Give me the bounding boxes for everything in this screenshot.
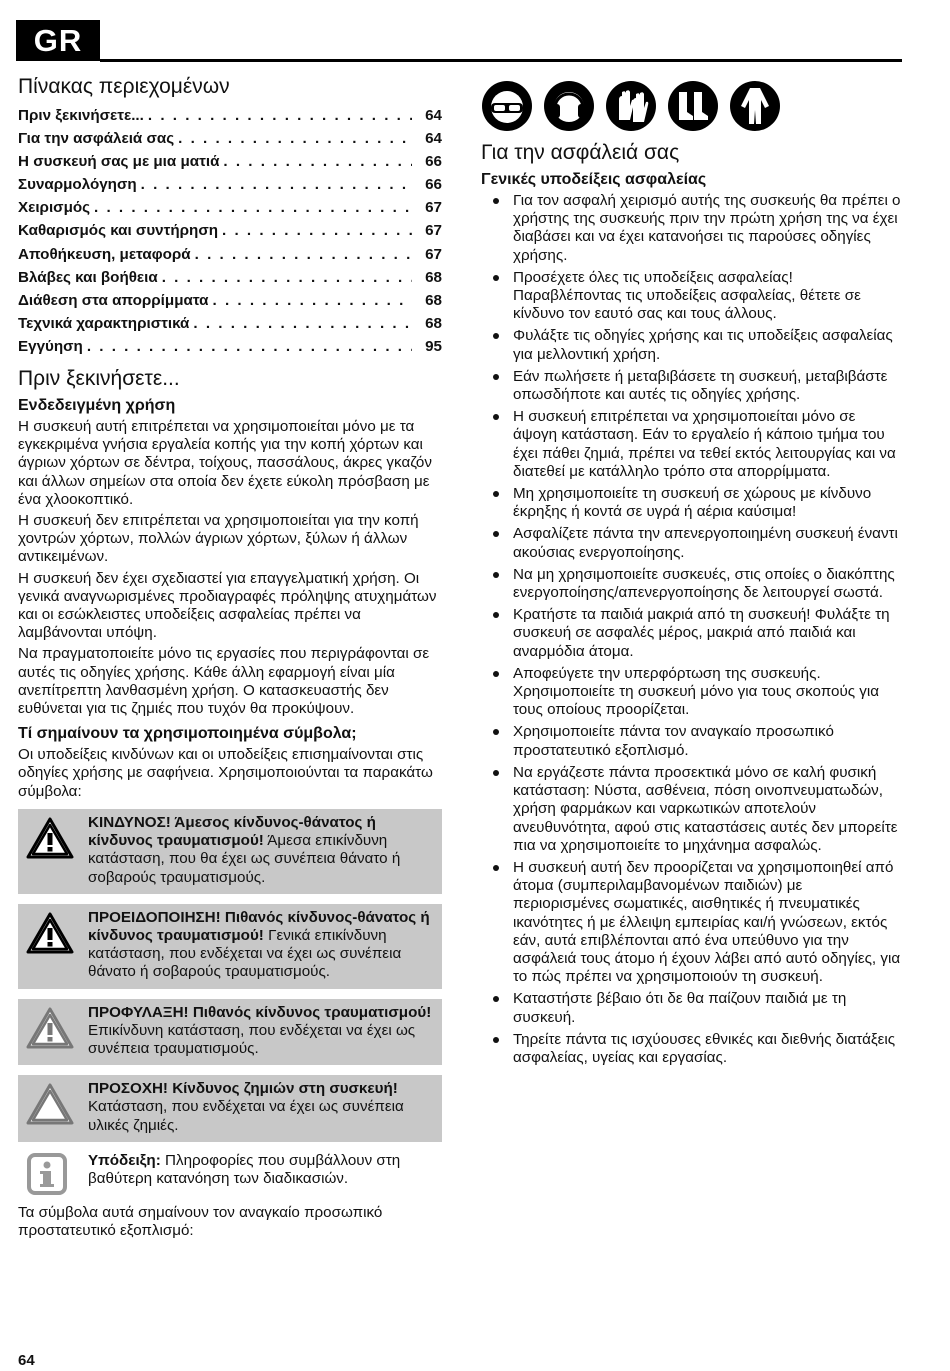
hint-heading: Υπόδειξη: — [88, 1151, 161, 1169]
page-number: 64 — [18, 1352, 35, 1369]
symbols-intro: Οι υποδείξεις κινδύνων και οι υποδείξεις επισημαίνονται στις οδηγίες χρήσης με σαφήνεια. Χρησιμοποιούνται τα παρακάτω σύμβολα: — [18, 746, 433, 800]
list-item: Εάν πωλήσετε ή μεταβιβάσετε τη συσκευή, μεταβιβάστε οπωσδήποτε και αυτές τις οδηγίες χρήσης. — [481, 368, 901, 404]
ppe-note: Τα σύμβολα αυτά σημαίνουν τον αναγκαίο προσωπικό προστατευτικό εξοπλισμό: — [18, 1203, 383, 1239]
toc-page: 68 — [425, 291, 442, 309]
notice-heading: ΠΡΟΣΟΧΗ! Κίνδυνος ζημιών στη συσκευή! — [88, 1080, 398, 1098]
list-item: Η συσκευή επιτρέπεται να χρησιμοποιείται μόνο σε άψογη κατάσταση. Εάν το εργαλείο ή κάποιο τμήμα του έχει πάθει ζημιά, πρέπει να τεθεί εκτός λειτουργίας και να διατεθεί με κατάλληλο τρόπο στα απορρίμματα. — [481, 408, 901, 481]
toc-item[interactable] — [18, 335, 442, 358]
notice-text: Κατάσταση, που ενδέχεται να έχει ως συνέπεια υλικές ζημιές. — [88, 1098, 404, 1134]
toc-label: Καθαρισμός και συντήρηση — [18, 222, 219, 240]
toc-page: 95 — [425, 337, 442, 355]
toc-page: 64 — [425, 130, 442, 148]
safety-goggles-icon — [481, 80, 533, 132]
left-column — [18, 74, 442, 1243]
intended-use-paragraph: Η συσκευή αυτή επιτρέπεται να χρησιμοποιείται μόνο με τα εγκεκριμένα γνήσια εργαλεία κοπής για την κοπή χόρτων και άγριων χόρτων σε δέντρα, τοίχους, πασσάλους, άκρες γκαζόν και άλλων σημείων στα οποία δεν έχετε εύκολη πρόσβαση με ένα χλοοκοπτικό. — [18, 418, 432, 508]
toc-item[interactable] — [18, 196, 442, 219]
toc-leader — [144, 104, 412, 127]
list-item: Να μη χρησιμοποιείτε συσκευές, στις οποίες ο διακόπτης ενεργοποίησης/απενεργοποίησης δε λειτουργεί σωστά. — [481, 566, 901, 602]
toc-label: Διάθεση στα απορρίμματα — [18, 291, 209, 309]
toc-page: 68 — [425, 268, 442, 286]
intended-use-title: Ενδεδειγμένη χρήση — [18, 397, 176, 415]
list-item: Μη χρησιμοποιείτε τη συσκευή σε χώρους με κίνδυνο έκρηξης ή κοντά σε υγρά ή αέρια καύσιμα! — [481, 485, 901, 521]
list-item: Χρησιμοποιείτε πάντα τον αναγκαίο προσωπικό προστατευτικό εξοπλισμό. — [481, 723, 901, 759]
toc-label: Βλάβες και βοήθεια — [18, 268, 158, 286]
toc-item[interactable] — [18, 150, 442, 173]
info-icon — [26, 1152, 68, 1196]
safety-title: Για την ασφάλειά σας — [481, 141, 680, 164]
toc-leader — [137, 173, 412, 196]
safety-bullets — [481, 192, 901, 1067]
protective-clothing-icon — [729, 80, 781, 132]
toc-page: 66 — [425, 176, 442, 194]
toc-title: Πίνακας περιεχομένων — [18, 75, 230, 98]
top-rule — [100, 59, 902, 62]
toc-leader — [83, 335, 412, 358]
toc-item[interactable] — [18, 243, 442, 266]
language-tab: GR — [16, 20, 100, 61]
toc-leader — [191, 243, 412, 266]
toc-label: Για την ασφάλειά σας — [18, 130, 175, 148]
notice-heading: ΠΡΟΕΙΔΟΠΟΙΗΣΗ! Πιθανός κίνδυνος-θάνατος ή κίνδυνος τραυματισμού! — [88, 908, 430, 944]
notice-text: Άμεσα επικίνδυνη κατάσταση, που θα έχει ως συνέπεια θάνατο ή σοβαρούς τραυματισμούς. — [88, 832, 401, 886]
list-item: Για τον ασφαλή χειρισμό αυτής της συσκευής θα πρέπει ο χρήστης της συσκευής πριν την πρώτη χρήση της να έχει διαβάσει και να έχει κατανοήσει τις παρούσες οδηγίες χρήσης. — [481, 192, 901, 265]
right-column — [481, 80, 901, 1071]
toc-leader — [174, 127, 412, 150]
general-safety-title: Γενικές υποδείξεις ασφαλείας — [481, 171, 707, 188]
gloves-icon — [605, 80, 657, 132]
toc-page: 67 — [425, 199, 442, 217]
toc-item[interactable] — [18, 219, 442, 242]
toc-page: 66 — [425, 153, 442, 171]
list-item: Τηρείτε πάντα τις ισχύουσες εθνικές και διεθνής διατάξεις ασφαλείας, υγείας και εργασίας. — [481, 1031, 901, 1067]
danger-warning-icon — [26, 817, 74, 859]
danger-notice — [18, 809, 442, 894]
list-item: Προσέχετε όλες τις υποδείξεις ασφαλείας! Παραβλέποντας τις υποδείξεις ασφαλείας, θέτετε σε κίνδυνο τον εαυτό σας και τους άλλους. — [481, 269, 901, 324]
toc-leader — [219, 150, 412, 173]
notice-heading: ΠΡΟΦΥΛΑΞΗ! Πιθανός κίνδυνος τραυματισμού! — [88, 1003, 432, 1021]
ear-protection-icon — [543, 80, 595, 132]
toc-leader — [209, 289, 412, 312]
toc-page: 67 — [425, 245, 442, 263]
list-item: Καταστήστε βέβαιο ότι δε θα παίζουν παιδιά με τη συσκευή. — [481, 990, 901, 1026]
list-item: Κρατήστε τα παιδιά μακριά από τη συσκευή! Φυλάξτε τη συσκευή σε ασφαλές μέρος, μακριά από παιδιά και αναρμόδια άτομα. — [481, 606, 901, 661]
toc-page: 67 — [425, 222, 442, 240]
notice-text: Επικίνδυνη κατάσταση, που ενδέχεται να έχει ως συνέπεια τραυματισμούς. — [88, 1021, 416, 1057]
symbols-title: Τί σημαίνουν τα χρησιμοποιημένα σύμβολα; — [18, 725, 357, 743]
list-item: Αποφεύγετε την υπερφόρτωση της συσκευής. Χρησιμοποιείτε τη συσκευή μόνο για τους σκοπούς για τους οποίους προορίζεται. — [481, 665, 901, 720]
toc-label: Η συσκευή σας με μια ματιά — [18, 153, 220, 171]
toc-list — [18, 104, 442, 358]
list-item: Να εργάζεστε πάντα προσεκτικά μόνο σε καλή φυσική κατάσταση: Νύστα, ασθένεια, πόση οινοπνευματωδών, χρήση φαρμάκων και ναρκωτικών αποτελούν ανευθυνότητα, αφού στις καταστάσεις αυτές δεν μπορείτε πια να χρησιμοποιείτε το μηχάνημα ασφαλώς. — [481, 764, 901, 855]
attention-notice — [18, 1075, 442, 1142]
caution-notice — [18, 999, 442, 1066]
toc-page: 68 — [425, 314, 442, 332]
toc-leader — [158, 266, 412, 289]
safety-boots-icon — [667, 80, 719, 132]
before-title: Πριν ξεκινήσετε... — [18, 367, 180, 391]
caution-icon — [26, 1007, 74, 1049]
list-item: Φυλάξτε τις οδηγίες χρήσης και τις υποδείξεις ασφαλείας για μελλοντική χρήση. — [481, 327, 901, 363]
notice-text: Γενικά επικίνδυνη κατάσταση, που ενδέχεται να έχει ως συνέπεια θάνατο ή σοβαρούς τραυματισμούς. — [88, 926, 402, 981]
notice-heading: ΚΙΝΔΥΝΟΣ! Άμεσος κίνδυνος-θάνατος ή κίνδυνος τραυματισμού! — [88, 813, 376, 850]
toc-item[interactable] — [18, 173, 442, 196]
ppe-icons — [481, 80, 901, 132]
attention-icon — [26, 1083, 74, 1125]
toc-item[interactable] — [18, 104, 442, 127]
toc-label: Πριν ξεκινήσετε... — [18, 107, 144, 124]
toc-page: 64 — [425, 107, 442, 124]
toc-leader — [189, 312, 412, 335]
toc-label: Χειρισμός — [18, 199, 91, 217]
toc-leader — [90, 196, 412, 219]
warning-notice — [18, 904, 442, 989]
toc-label: Εγγύηση — [18, 337, 83, 355]
intended-use-paragraph: Η συσκευή δεν έχει σχεδιαστεί για επαγγελματική χρήση. Οι γενικά αναγνωρισμένες προδιαγραφές πρόληψης ατυχημάτων και οι εσώκλειστες υποδείξεις ασφαλείας πρέπει να λαμβάνονται υπόψη. — [18, 569, 437, 642]
list-item: Η συσκευή αυτή δεν προορίζεται να χρησιμοποιηθεί από άτομα (συμπεριλαμβανομένων παιδιών) με περιορισμένες σωματικές, αισθητικές ή πνευματικές ικανότητες ή με έλλειψη εμπειρίας και/ή γνώσεων, εκτός εάν, αυτά επιβλέπονται από ένα υπεύθυνο για την ασφάλειά τους άτομο ή έχουν λάβει από αυτό οδηγίες, για το πώς πρέπει να χρησιμοποιούν τη συσκευή. — [481, 859, 901, 986]
hint-note — [18, 1152, 442, 1194]
warning-icon — [26, 912, 74, 954]
toc-item[interactable] — [18, 289, 442, 312]
intended-use-paragraph: Η συσκευή δεν επιτρέπεται να χρησιμοποιείται για την κοπή χοντρών χόρτων, πολλών άγριων χόρτων, ξύλων ή άλλων αντικειμένων. — [18, 512, 419, 566]
list-item: Ασφαλίζετε πάντα την απενεργοποιημένη συσκευή έναντι ακούσιας ενεργοποίησης. — [481, 525, 901, 561]
toc-leader — [218, 219, 412, 242]
toc-label: Συναρμολόγηση — [18, 176, 137, 194]
toc-label: Αποθήκευση, μεταφορά — [18, 245, 191, 263]
toc-item[interactable] — [18, 312, 442, 335]
toc-item[interactable] — [18, 127, 442, 150]
intended-use-paragraph: Να πραγματοποιείτε μόνο τις εργασίες που περιγράφονται σε αυτές τις οδηγίες χρήσης. Κάθε άλλη εφαρμογή είναι μία ανεπίτρεπτη λανθασμένη χρήση. Ο κατασκευαστής δεν ευθύνεται για τις ζημιές που τυχόν θα προκύψουν. — [18, 645, 430, 718]
toc-label: Τεχνικά χαρακτηριστικά — [18, 314, 190, 332]
toc-item[interactable] — [18, 266, 442, 289]
hint-text: Πληροφορίες που συμβάλλουν στη βαθύτερη κατανόηση των διαδικασιών. — [88, 1151, 401, 1187]
